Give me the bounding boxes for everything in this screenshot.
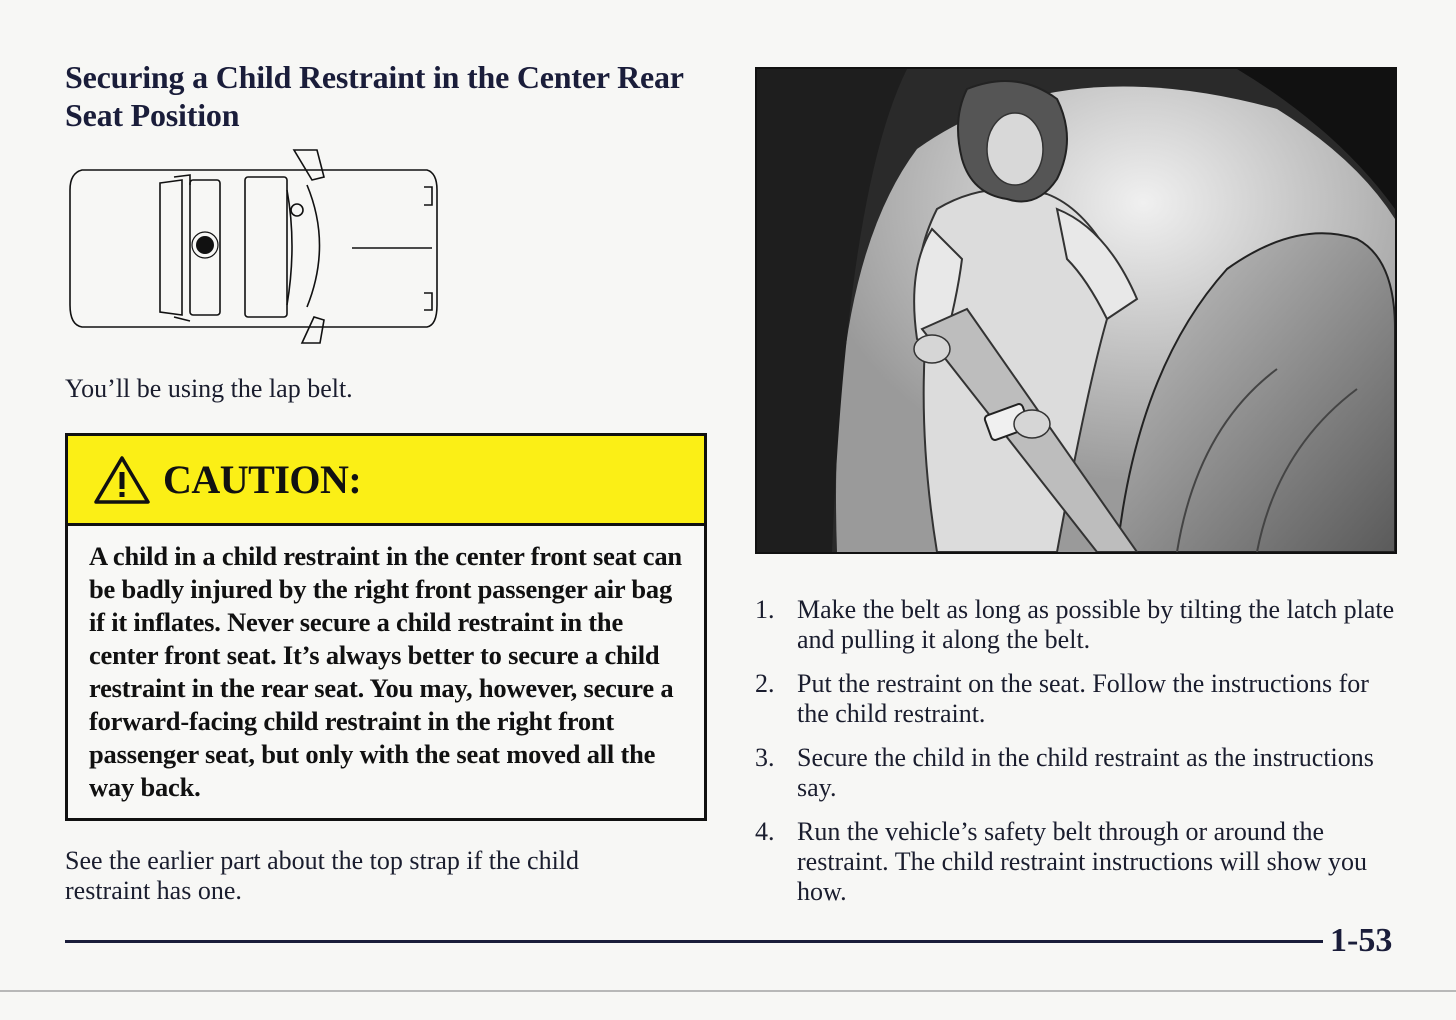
page-edge-line xyxy=(0,990,1456,992)
vehicle-seat-diagram xyxy=(62,145,447,350)
illustration-woman-buckling-belt xyxy=(755,67,1397,554)
list-item: 1. Make the belt as long as possible by tilting the latch plate and pulling it along the belt. xyxy=(755,595,1395,654)
caution-header xyxy=(68,436,704,526)
caution-body: A child in a child restraint in the center front seat can be badly injured by the right front passenger air bag if it inflates. Never secure a child restraint in the center front seat. It’s always better to secure a child restraint in the rear seat. You may, however, secure a forward-facing child restraint in the right front passenger seat, but only with the seat moved all the way back. xyxy=(89,541,682,802)
page-heading: Securing a Child Restraint in the Center Rear Seat Position xyxy=(65,59,684,133)
caution-box xyxy=(65,433,707,821)
top-strap-note: See the earlier part about the top strap if the child restraint has one. xyxy=(65,846,580,905)
caution-title: CAUTION: xyxy=(163,457,362,502)
lap-belt-note: You’ll be using the lap belt. xyxy=(65,374,353,403)
center-seat-marker xyxy=(196,236,214,254)
list-item: 2. Put the restraint on the seat. Follow the instructions for the child restraint. xyxy=(755,669,1369,728)
warning-triangle-icon xyxy=(93,455,151,505)
footer-rule xyxy=(65,940,1323,943)
list-item: 3. Secure the child in the child restraint as the instructions say. xyxy=(755,743,1374,802)
list-item: 4. Run the vehicle’s safety belt through or around the restraint. The child restraint instructions will show you how. xyxy=(755,817,1367,906)
page-number: 1-53 xyxy=(1330,922,1393,959)
instruction-steps xyxy=(755,595,1395,921)
